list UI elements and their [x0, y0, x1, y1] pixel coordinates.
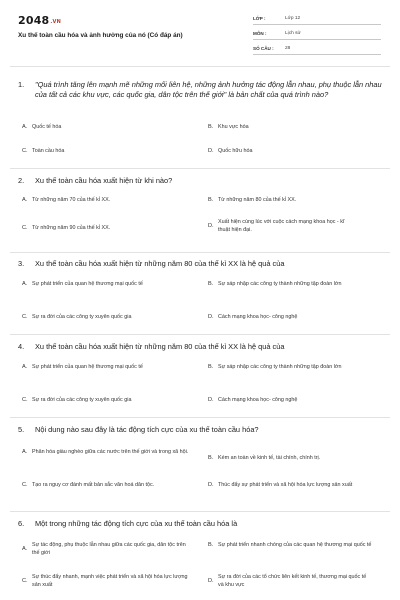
option-c[interactable]: C. Từ những năm 90 của thế kỉ XX.	[22, 225, 111, 231]
option-d[interactable]: D. Quốc hữu hóa	[208, 148, 253, 154]
option-a[interactable]: A. Từ những năm 70 của thế kỉ XX.	[22, 197, 111, 203]
option-b[interactable]: B. Khu vực hóa	[208, 124, 249, 130]
option-d[interactable]: D. Thúc đẩy sự phát triển và xã hội hóa lực lượng sản xuất	[208, 482, 353, 488]
option-b[interactable]: B. Kém an toàn về kinh tế, tài chính, chính trị.	[208, 455, 321, 461]
divider	[10, 252, 390, 253]
question-3	[18, 259, 388, 269]
option-c[interactable]: C. Toàn cầu hóa	[22, 148, 65, 154]
option-c[interactable]: C. Sự thúc đẩy nhanh, mạnh việc phát triển và xã hội hóa lực lượng sản xuất	[22, 574, 188, 588]
question-number: 3.	[18, 259, 25, 268]
meta-subject-value: Lịch sử	[285, 31, 301, 36]
question-text: "Quá trình tăng lên mạnh mẽ những mối liên hệ, những ảnh hưởng tác động lẫn nhau, phụ thuộc lẫn nhau của tất cả các khu vực, các quốc gia, dân tộc trên thế giới" là bản chất của quá trình nào?	[35, 80, 382, 100]
question-1	[18, 80, 388, 101]
question-text: Xu thế toàn cầu hóa xuất hiện từ khi nào?	[35, 176, 173, 185]
option-d[interactable]: D. Cách mạng khoa học- công nghệ	[208, 397, 298, 403]
divider	[10, 334, 390, 335]
divider	[10, 511, 390, 512]
meta-class	[253, 15, 381, 25]
question-4	[18, 342, 388, 352]
option-a[interactable]: A. Sự tác động, phụ thuộc lẫn nhau giữa các quốc gia, dân tộc trên thế giới	[22, 542, 186, 556]
divider	[10, 66, 390, 67]
option-b[interactable]: B. Sự sáp nhập các công ty thành những tập đoàn lớn	[208, 364, 342, 370]
option-b[interactable]: B. Từ những năm 80 của thế kỉ XX.	[208, 197, 297, 203]
meta-class-label: LỚP :	[253, 16, 266, 21]
meta-subject	[253, 30, 381, 40]
option-d[interactable]: D. Sự ra đời của các tổ chức liên kết kinh tế, thương mại quốc tế và khu vực	[208, 574, 367, 588]
meta-count-value: 28	[285, 46, 291, 51]
option-b[interactable]: B. Sự sáp nhập các công ty thành những tập đoàn lớn	[208, 281, 342, 287]
divider	[10, 417, 390, 418]
question-5	[18, 425, 388, 435]
meta-count-label: SỐ CÂU :	[253, 46, 274, 51]
option-a[interactable]: A. Sự phát triển của quan hệ thương mại quốc tế	[22, 364, 143, 370]
option-c[interactable]: C. Sự ra đời của các công ty xuyên quốc gia	[22, 397, 132, 403]
question-text: Xu thế toàn cầu hóa xuất hiện từ những năm 80 của thế kỉ XX là hệ quả của	[35, 259, 285, 268]
option-a[interactable]: A. Phân hóa giàu nghèo giữa các nước trên thế giới và trong xã hội.	[22, 449, 189, 455]
page-header	[0, 0, 400, 62]
meta-subject-label: MÔN :	[253, 31, 267, 36]
site-logo[interactable]: $2048^{.VN}$	[18, 14, 61, 27]
question-text: Một trong những tác động tích cực của xu thế toàn cầu hóa là	[35, 519, 238, 528]
meta-count	[253, 45, 381, 55]
option-c[interactable]: C. Tạo ra nguy cơ đánh mất bản sắc văn hoá dân tộc.	[22, 482, 155, 488]
meta-class-value: Lớp 12	[285, 16, 301, 21]
option-c[interactable]: C. Sự ra đời của các công ty xuyên quốc gia	[22, 314, 132, 320]
question-6	[18, 519, 388, 529]
question-2	[18, 176, 388, 186]
option-a[interactable]: A. Sự phát triển của quan hệ thương mại quốc tế	[22, 281, 143, 287]
question-number: 5.	[18, 425, 25, 434]
question-text: Nội dung nào sau đây là tác động tích cực của xu thế toàn cầu hóa?	[35, 425, 259, 434]
question-number: 4.	[18, 342, 25, 351]
option-a[interactable]: A. Quốc tế hóa	[22, 124, 62, 130]
page-title: Xu thế toàn cầu hóa và ảnh hưởng của nó (Có đáp án)	[18, 32, 183, 39]
question-number: 6.	[18, 519, 25, 528]
divider	[10, 168, 390, 169]
option-d[interactable]: D. Cách mạng khoa học- công nghệ	[208, 314, 298, 320]
option-b[interactable]: B. Sự phát triển nhanh chóng của các quan hệ thương mại quốc tế	[208, 542, 372, 548]
question-number: 1.	[18, 80, 25, 89]
option-d[interactable]: D. Xuất hiện cùng lúc với cuộc cách mạng khoa học - kĩ thuật hiện đại.	[208, 219, 345, 233]
question-number: 2.	[18, 176, 25, 185]
question-text: Xu thế toàn cầu hóa xuất hiện từ những năm 80 của thế kỉ XX là hệ quả của	[35, 342, 285, 351]
